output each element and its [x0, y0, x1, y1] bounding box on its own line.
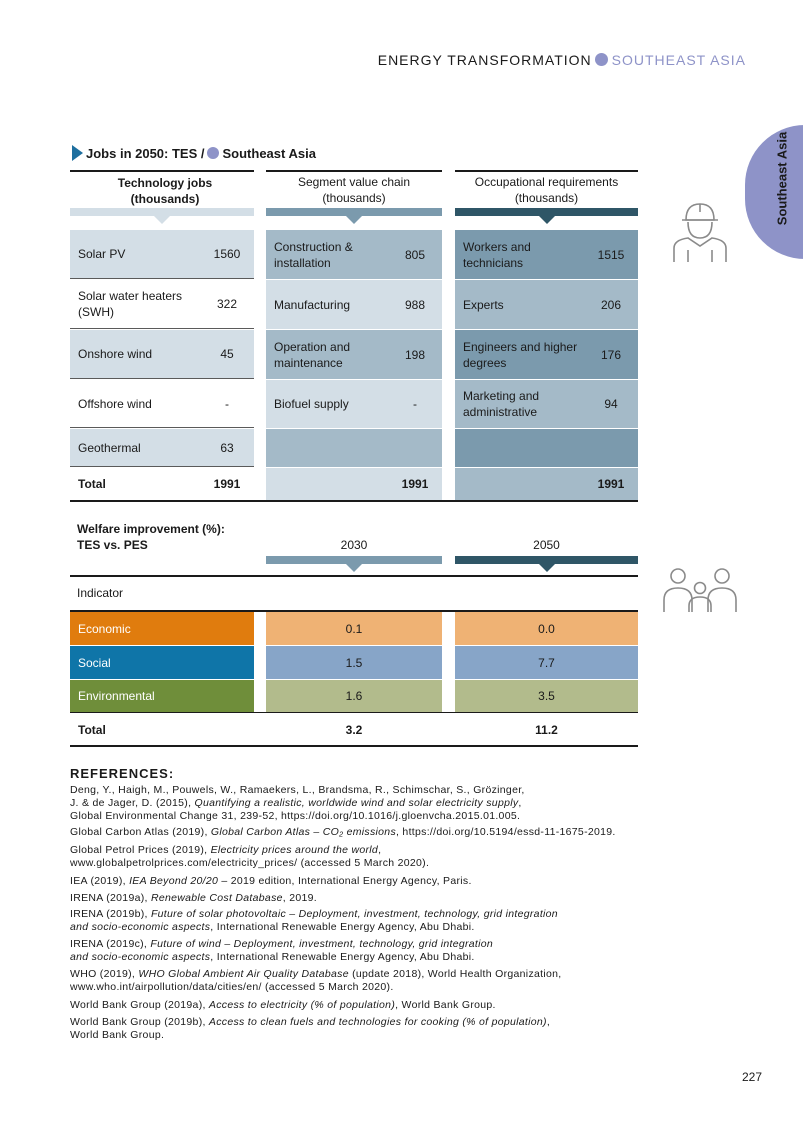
welfare-total-label-cell: [70, 714, 254, 745]
ref-text: ,: [546, 1016, 551, 1028]
ref-text: , International Renewable Energy Agency, Abu Dhabi.: [210, 951, 475, 963]
table-top-rule: [266, 170, 442, 172]
region-dot-icon: [595, 53, 608, 66]
running-header: [378, 52, 746, 68]
tech-header-bar: [70, 208, 254, 216]
ref-italic: and socio-economic aspects: [70, 951, 211, 963]
ref-italic: WHO Global Ambient Air Quality Database: [138, 968, 349, 980]
occupation-label: Workers and technicians: [463, 239, 531, 270]
year-2030-header: 2030: [340, 538, 368, 552]
occupation-label: Engineers and higher degrees: [463, 339, 578, 370]
ref-text: IEA (2019),: [70, 875, 130, 887]
welfare-value-2050: 0.0: [455, 612, 638, 645]
tech-value: 45: [220, 347, 234, 361]
total-row-tech: [70, 468, 254, 500]
year-2050-bar: [455, 556, 638, 564]
ref-text: – 2019 edition, International Energy Agency, Paris.: [218, 875, 472, 887]
occupation-value: 206: [600, 297, 622, 312]
tech-row: [70, 380, 254, 428]
tech-row: [70, 230, 254, 279]
ref-text: , 2019.: [282, 892, 317, 904]
side-tab-label: Southeast Asia: [774, 131, 790, 226]
indicator-label: Indicator: [77, 586, 124, 600]
col-header-line: (thousands): [130, 192, 200, 206]
ref-line: [70, 968, 650, 981]
ref-text: IRENA (2019a),: [70, 892, 151, 904]
notch-icon: [154, 216, 170, 224]
triangle-bullet-icon: [72, 145, 83, 161]
jobs-title: [72, 145, 316, 161]
occupation-value: 94: [604, 397, 618, 411]
segment-value: 198: [404, 347, 426, 362]
tech-label: Solar water heaters (SWH): [78, 289, 183, 319]
welfare-value-2030: 1.6: [266, 680, 442, 712]
ref-italic: IEA Beyond 20/20: [129, 875, 219, 887]
ref-italic: Quantifying a realistic, worldwide wind and solar electricity supply: [194, 797, 519, 809]
ref-text: IRENA (2019b),: [70, 908, 151, 920]
table-top-rule: [455, 170, 638, 172]
welfare-title-line: Welfare improvement (%):: [77, 522, 225, 536]
ref-line: www.who.int/airpollution/data/cities/en/ (accessed 5 March 2020).: [70, 981, 394, 993]
ref-line: [70, 921, 650, 934]
segment-row: [266, 380, 442, 428]
worker-helmet-icon: [668, 198, 732, 264]
region-dot-icon: [207, 147, 219, 159]
segment-value: -: [413, 397, 417, 411]
reference-world-bank-2019a: [70, 999, 650, 1012]
ref-italic: Electricity prices around the world: [210, 844, 379, 856]
ref-text: Global Carbon Atlas (2019),: [70, 826, 211, 838]
ref-text: World Bank Group (2019b),: [70, 1016, 209, 1028]
welfare-value-2050: 7.7: [455, 646, 638, 679]
segment-label: Biofuel supply: [274, 397, 349, 411]
segment-label: Construction & installation: [274, 239, 353, 270]
welfare-title: [77, 521, 225, 553]
col-header-segment: [266, 174, 442, 206]
welfare-value-2050: 3.5: [455, 680, 638, 712]
ref-line: [70, 938, 650, 951]
notch-icon: [346, 216, 362, 224]
ref-text: ,: [518, 797, 522, 809]
indicator-name: Environmental: [78, 689, 155, 703]
welfare-total-rule: [70, 712, 638, 713]
reference-irena-2019a: [70, 892, 650, 905]
tech-label: Onshore wind: [78, 347, 153, 361]
tech-label: Geothermal: [78, 440, 141, 455]
col-header-technology: [70, 175, 260, 207]
page-number: 227: [741, 1070, 762, 1084]
col-header-line: Technology jobs: [117, 176, 213, 190]
welfare-top-rule: [70, 575, 638, 577]
welfare-row-social: [70, 646, 254, 679]
welfare-title-line: TES vs. PES: [77, 538, 148, 552]
occupation-row: [455, 330, 638, 379]
col-header-occupation: [455, 174, 638, 206]
occupation-label: Marketing and administrative: [463, 389, 540, 419]
references-title: REFERENCES:: [70, 766, 175, 781]
col-header-line: Segment value chain: [297, 175, 411, 189]
jobs-title-region: Southeast Asia: [222, 146, 316, 161]
occupation-value: 176: [600, 347, 622, 362]
ref-italic: Renewable Cost Database: [150, 892, 283, 904]
ref-line: [70, 844, 650, 857]
welfare-total-label: Total: [78, 722, 106, 737]
total-tech-value: 1991: [213, 477, 241, 491]
occupation-row: [455, 380, 638, 428]
reference-global-petrol-prices: [70, 844, 650, 870]
occupation-row: [455, 280, 638, 329]
total-occupation-value: 1991: [597, 477, 625, 491]
reference-world-bank-2019b: [70, 1016, 650, 1042]
ref-text: IRENA (2019c),: [70, 938, 151, 950]
welfare-bottom-rule: [70, 745, 638, 747]
ref-italic: Global Carbon Atlas – CO₂ emissions: [210, 826, 396, 838]
ref-line: [70, 1016, 650, 1029]
welfare-total-2050: 11.2: [535, 722, 558, 737]
segment-empty-row: [266, 429, 442, 467]
reference-irena-2019b: [70, 908, 650, 934]
notch-icon: [346, 564, 362, 572]
header-region: SOUTHEAST ASIA: [611, 52, 746, 68]
ref-text: World Bank Group (2019a),: [70, 999, 209, 1011]
ref-text: , World Bank Group.: [395, 999, 496, 1011]
indicator-name: Economic: [78, 621, 131, 636]
ref-text: , https://doi.org/10.5194/essd-11-1675-2019.: [396, 826, 616, 838]
total-label: Total: [78, 477, 106, 491]
occupation-row: [455, 230, 638, 279]
ref-italic: Future of solar photovoltaic – Deployment, investment, technology, grid integration: [150, 908, 558, 920]
ref-text: WHO (2019),: [70, 968, 139, 980]
people-group-icon: [662, 566, 738, 614]
welfare-total-2030: 3.2: [345, 722, 363, 737]
ref-text: Global Petrol Prices (2019),: [70, 844, 211, 856]
total-row-segment: [266, 468, 442, 500]
tech-label: Offshore wind: [78, 396, 152, 411]
ref-line: [70, 908, 650, 921]
segment-header-bar: [266, 208, 442, 216]
ref-text: (update 2018), World Health Organization,: [348, 968, 562, 980]
segment-row: [266, 230, 442, 279]
ref-line: [70, 951, 650, 964]
occupation-header-bar: [455, 208, 638, 216]
tech-label: Solar PV: [78, 247, 126, 261]
ref-line: World Bank Group.: [70, 1029, 165, 1041]
notch-icon: [539, 564, 555, 572]
ref-italic: Access to electricity (% of population): [208, 999, 396, 1011]
tech-value: 63: [220, 440, 234, 455]
segment-value: 988: [404, 297, 426, 312]
col-header-line: (thousands): [322, 191, 386, 205]
welfare-value-2030: 1.5: [266, 646, 442, 679]
ref-italic: and socio-economic aspects: [70, 921, 211, 933]
ref-italic: Access to clean fuels and technologies for cooking (% of population): [208, 1016, 547, 1028]
segment-label: Manufacturing: [274, 297, 351, 312]
table-bottom-rule: [70, 500, 638, 502]
reference-irena-2019c: [70, 938, 650, 964]
reference-global-carbon-atlas: [70, 826, 650, 839]
tech-row: [70, 330, 254, 379]
welfare-value-2030: 0.1: [266, 612, 442, 645]
occupation-value: 1515: [597, 247, 625, 262]
segment-label: Operation and maintenance: [274, 339, 351, 370]
ref-italic: Future of wind – Deployment, investment, technology, grid integration: [150, 938, 494, 950]
tech-value: -: [225, 396, 229, 411]
ref-line: Global Environmental Change 31, 239-52, https://doi.org/10.1016/j.gloenvcha.2015.01.005.: [70, 810, 521, 822]
segment-row: [266, 280, 442, 329]
reference-iea: [70, 875, 650, 888]
col-header-line: (thousands): [514, 191, 579, 205]
ref-text: ,: [378, 844, 382, 856]
tech-value: 322: [216, 297, 238, 311]
reference-who: [70, 968, 650, 994]
indicator-name: Social: [78, 655, 111, 670]
welfare-row-environmental: [70, 680, 254, 712]
tech-row: [70, 429, 254, 467]
tech-row: [70, 280, 254, 329]
table-top-rule: [70, 170, 254, 172]
reference-deng: [70, 784, 650, 823]
segment-value: 805: [404, 247, 426, 262]
ref-text: J. & de Jager, D. (2015),: [70, 797, 195, 809]
total-segment-value: 1991: [401, 477, 429, 491]
col-header-line: Occupational requirements: [474, 175, 619, 189]
ref-line: www.globalpetrolprices.com/electricity_prices/ (accessed 5 March 2020).: [70, 857, 430, 869]
ref-text: , International Renewable Energy Agency, Abu Dhabi.: [210, 921, 475, 933]
header-section: ENERGY TRANSFORMATION: [377, 52, 592, 68]
year-2030-bar: [266, 556, 442, 564]
notch-icon: [539, 216, 555, 224]
ref-line: Deng, Y., Haigh, M., Pouwels, W., Ramaekers, L., Brandsma, R., Schimschar, S., Grözinger,: [70, 784, 525, 796]
jobs-title-prefix: Jobs in 2050: TES /: [86, 146, 205, 161]
welfare-row-economic: [70, 612, 254, 645]
tech-value: 1560: [213, 247, 241, 261]
occupation-empty-row: [455, 429, 638, 467]
total-row-occupation: [455, 468, 638, 500]
year-2050-header: 2050: [533, 538, 560, 552]
segment-row: [266, 330, 442, 379]
occupation-label: Experts: [463, 297, 504, 312]
ref-line: [70, 797, 650, 810]
